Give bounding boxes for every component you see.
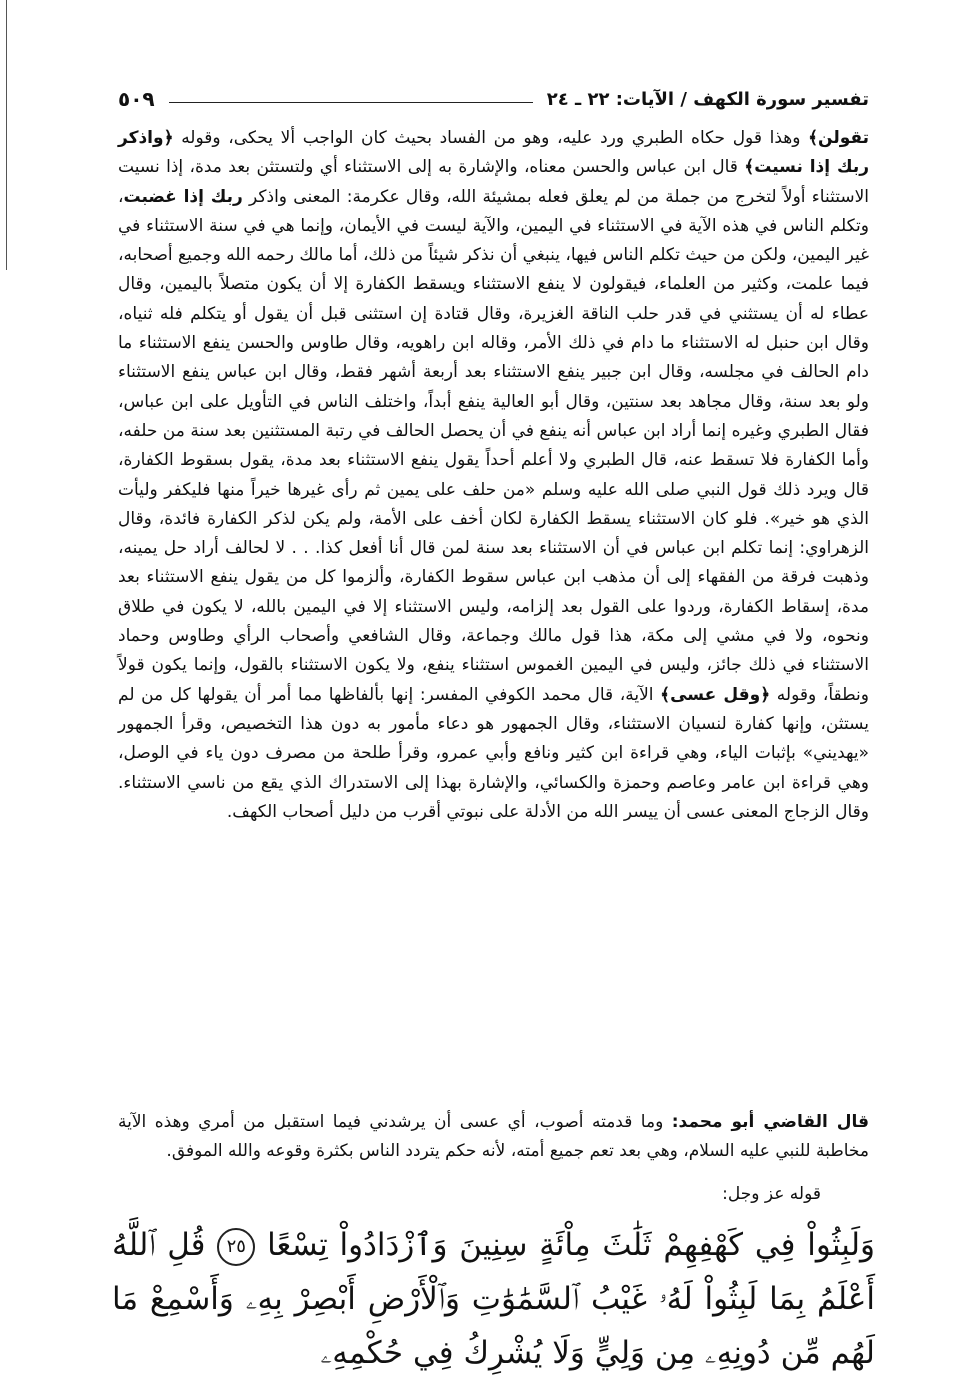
quran-verse <box>112 1218 875 1380</box>
commentary-text <box>118 124 869 827</box>
qadi-text: وما قدمته أصوب، أي عسى أن يرشدني فيما استقبل من أمري وهذه الآية مخاطبة للنبي عليه السلام، وهي بعد تعم جميع أمته، لأنه حكم يتردد الناس بكثرة وقوعه والله الموفق. <box>118 1112 869 1161</box>
header-rule <box>169 102 533 103</box>
binding-edge-line <box>6 0 7 270</box>
text-run: ، وتكلم الناس في هذه الآية في الاستثناء في اليمين، والآية ليست في الأيمان، وإنما هي في سنة الاستثناء في غير اليمين، ولكن من حيث تكلم الناس فيها، ينبغي أن نذكر شيئاً من ذلك، أما مالك رحمه الله وجميع أصحابه، فيما علمت، وكثير من العلماء، فيقولون لا ينفع الاستثناء ويسقط الكفارة إلا أن يكون متصلاً باليمين، وقال عطاء له أن يستثني في قدر حلب الناقة الغزيرة، وقال قتادة إن استثنى قبل أن يقول أو يتكلم فله ثنياه، وقال ابن حنبل له الاستثناء ما دام في ذلك الأمر، وقاله ابن راهويه، وقال طاوس والحسن ينفع الاستثناء ما دام الحالف في مجلسه، وقال ابن جبير ينفع الاستثناء بعد أربعة أشهر فقط، وقال ابن عباس ينفع الاستثناء ولو بعد سنة، وقال مجاهد بعد سنتين، وقال أبو العالية ينفع أبداً، واختلف الناس في التأويل على ابن عباس، فقال الطبري وغيره إنما أراد ابن عباس أنه ينفع في أن يحصل الحالف في رتبة المستثنين بعد سنة من حلفه، وأما الكفارة فلا تسقط عنه، قال الطبري ولا أعلم أحداً يقول ينفع الاستثناء بعد مدة، يقول بسقوط الكفارة، قال ويرد ذلك قول النبي صلى الله عليه وسلم «من حلف على يمين ثم رأى غيرها خيراً منها فليكفر وليأت الذي هو خير». فلو كان الاستثناء يسقط الكفارة لكان أخف على الأمة، ولم يكن لذكر الكفارة فائدة، وقال الزهراوي: إنما تكلم ابن عباس في أن الاستثناء بعد سنة لمن قال أنا أفعل كذا. . . لا لحالف أراد حل يمينه، وذهبت فرقة من الفقهاء إلى أن مذهب ابن عباس سقوط الكفارة، وألزموا كل من يقول ينفع الاستثناء بعد مدة، إسقاط الكفارة، وردوا على القول بعد إلزامه، وليس الاستثناء إلا في اليمين بالله، لا يكون في طلاق ونحوه، ولا في مشي إلى مكة، هذا قول مالك وجماعة، وقال الشافعي وأصحاب الرأي وطاوس وحماد الاستثناء في ذلك جائز، وليس في اليمين الغموس استثناء ينفع، ولا يكون الاستثناء بالقول، وإنما يكون قولاً ونطقاً، وقوله <box>118 186 869 705</box>
bold-phrase: ﴿وقل عسى﴾ <box>660 684 771 705</box>
page-number: ٥٠٩ <box>118 87 155 111</box>
verse-part-1: وَلَبِثُواْ فِي كَهْفِهِمْ ثَلَٰثَ مِاْئَةٍ سِنِينَ وَٱزْدَادُواْ تِسْعًا <box>267 1227 876 1263</box>
bold-phrase: ربك إذا غضبت <box>123 186 243 207</box>
text-run: الآية، قال محمد الكوفي المفسر: إنها بألفاظها مما أمر أن يقولها كل من لم يستثن، وإنها كفارة لنسيان الاستثناء، وقال الجمهور هو دعاء مأمور به دون هذا التخصيص، وقرأ الجمهور «يهديني» بإثبات الياء، وهي قراءة ابن كثير ونافع وأبي عمرو، وقرأ طلحة من مصرف دون ياء في الوصل، وهي قراءة ابن عامر وعاصم وحمزة والكسائي، والإشارة بهذا إلى الاستدراك الذي يقع من ناسي الاستثناء. وقال الزجاج المعنى عسى أن ييسر الله من الأدلة على نبوتي أقرب من دليل أصحاب الكهف. <box>118 684 869 822</box>
qadi-label: قال القاضي أبو محمد: <box>671 1112 869 1132</box>
text-run: قال ابن عباس والحسن معناه، والإشارة به إلى الاستثناء أي ولتستثن بعد مدة، إذا نسيت الاستثناء أولاً لتخرج من جملة من لم يعلق فعله بمشيئة الله، وقال عكرمة: المعنى واذكر <box>118 157 870 207</box>
running-title: تفسير سورة الكهف / الآيات: ٢٢ ـ ٢٤ <box>546 88 869 110</box>
page-header <box>118 84 869 114</box>
verse-part-2: قُلِ ٱللَّهُ أَعْلَمُ بِمَا لَبِثُواْ لَهُۥ غَيْبُ ٱلسَّمَٰوَٰتِ وَٱلْأَرْضِ أَبْصِرْ بِهِۦ وَأَسْمِعْ مَا لَهُم مِّن دُونِهِۦ مِن وَلِيٍّ وَلَا يُشْرِكُ فِي حُكْمِهِۦ <box>112 1227 875 1371</box>
ayah-number-marker: ٢٥ <box>217 1228 255 1266</box>
bold-phrase: تقولن﴾ <box>808 128 869 148</box>
text-run: وهذا قول حكاه الطبري ورد عليه، وهو من الفساد بحيث كان الواجب ألا يحكى، وقوله <box>173 128 809 148</box>
qadi-paragraph <box>118 1108 869 1166</box>
commentary-paragraph <box>118 124 869 827</box>
verse-intro: قوله عز وجل: <box>722 1184 821 1204</box>
bold-phrase: ﴿واذكر ربك إذا نسيت﴾ <box>118 128 869 178</box>
